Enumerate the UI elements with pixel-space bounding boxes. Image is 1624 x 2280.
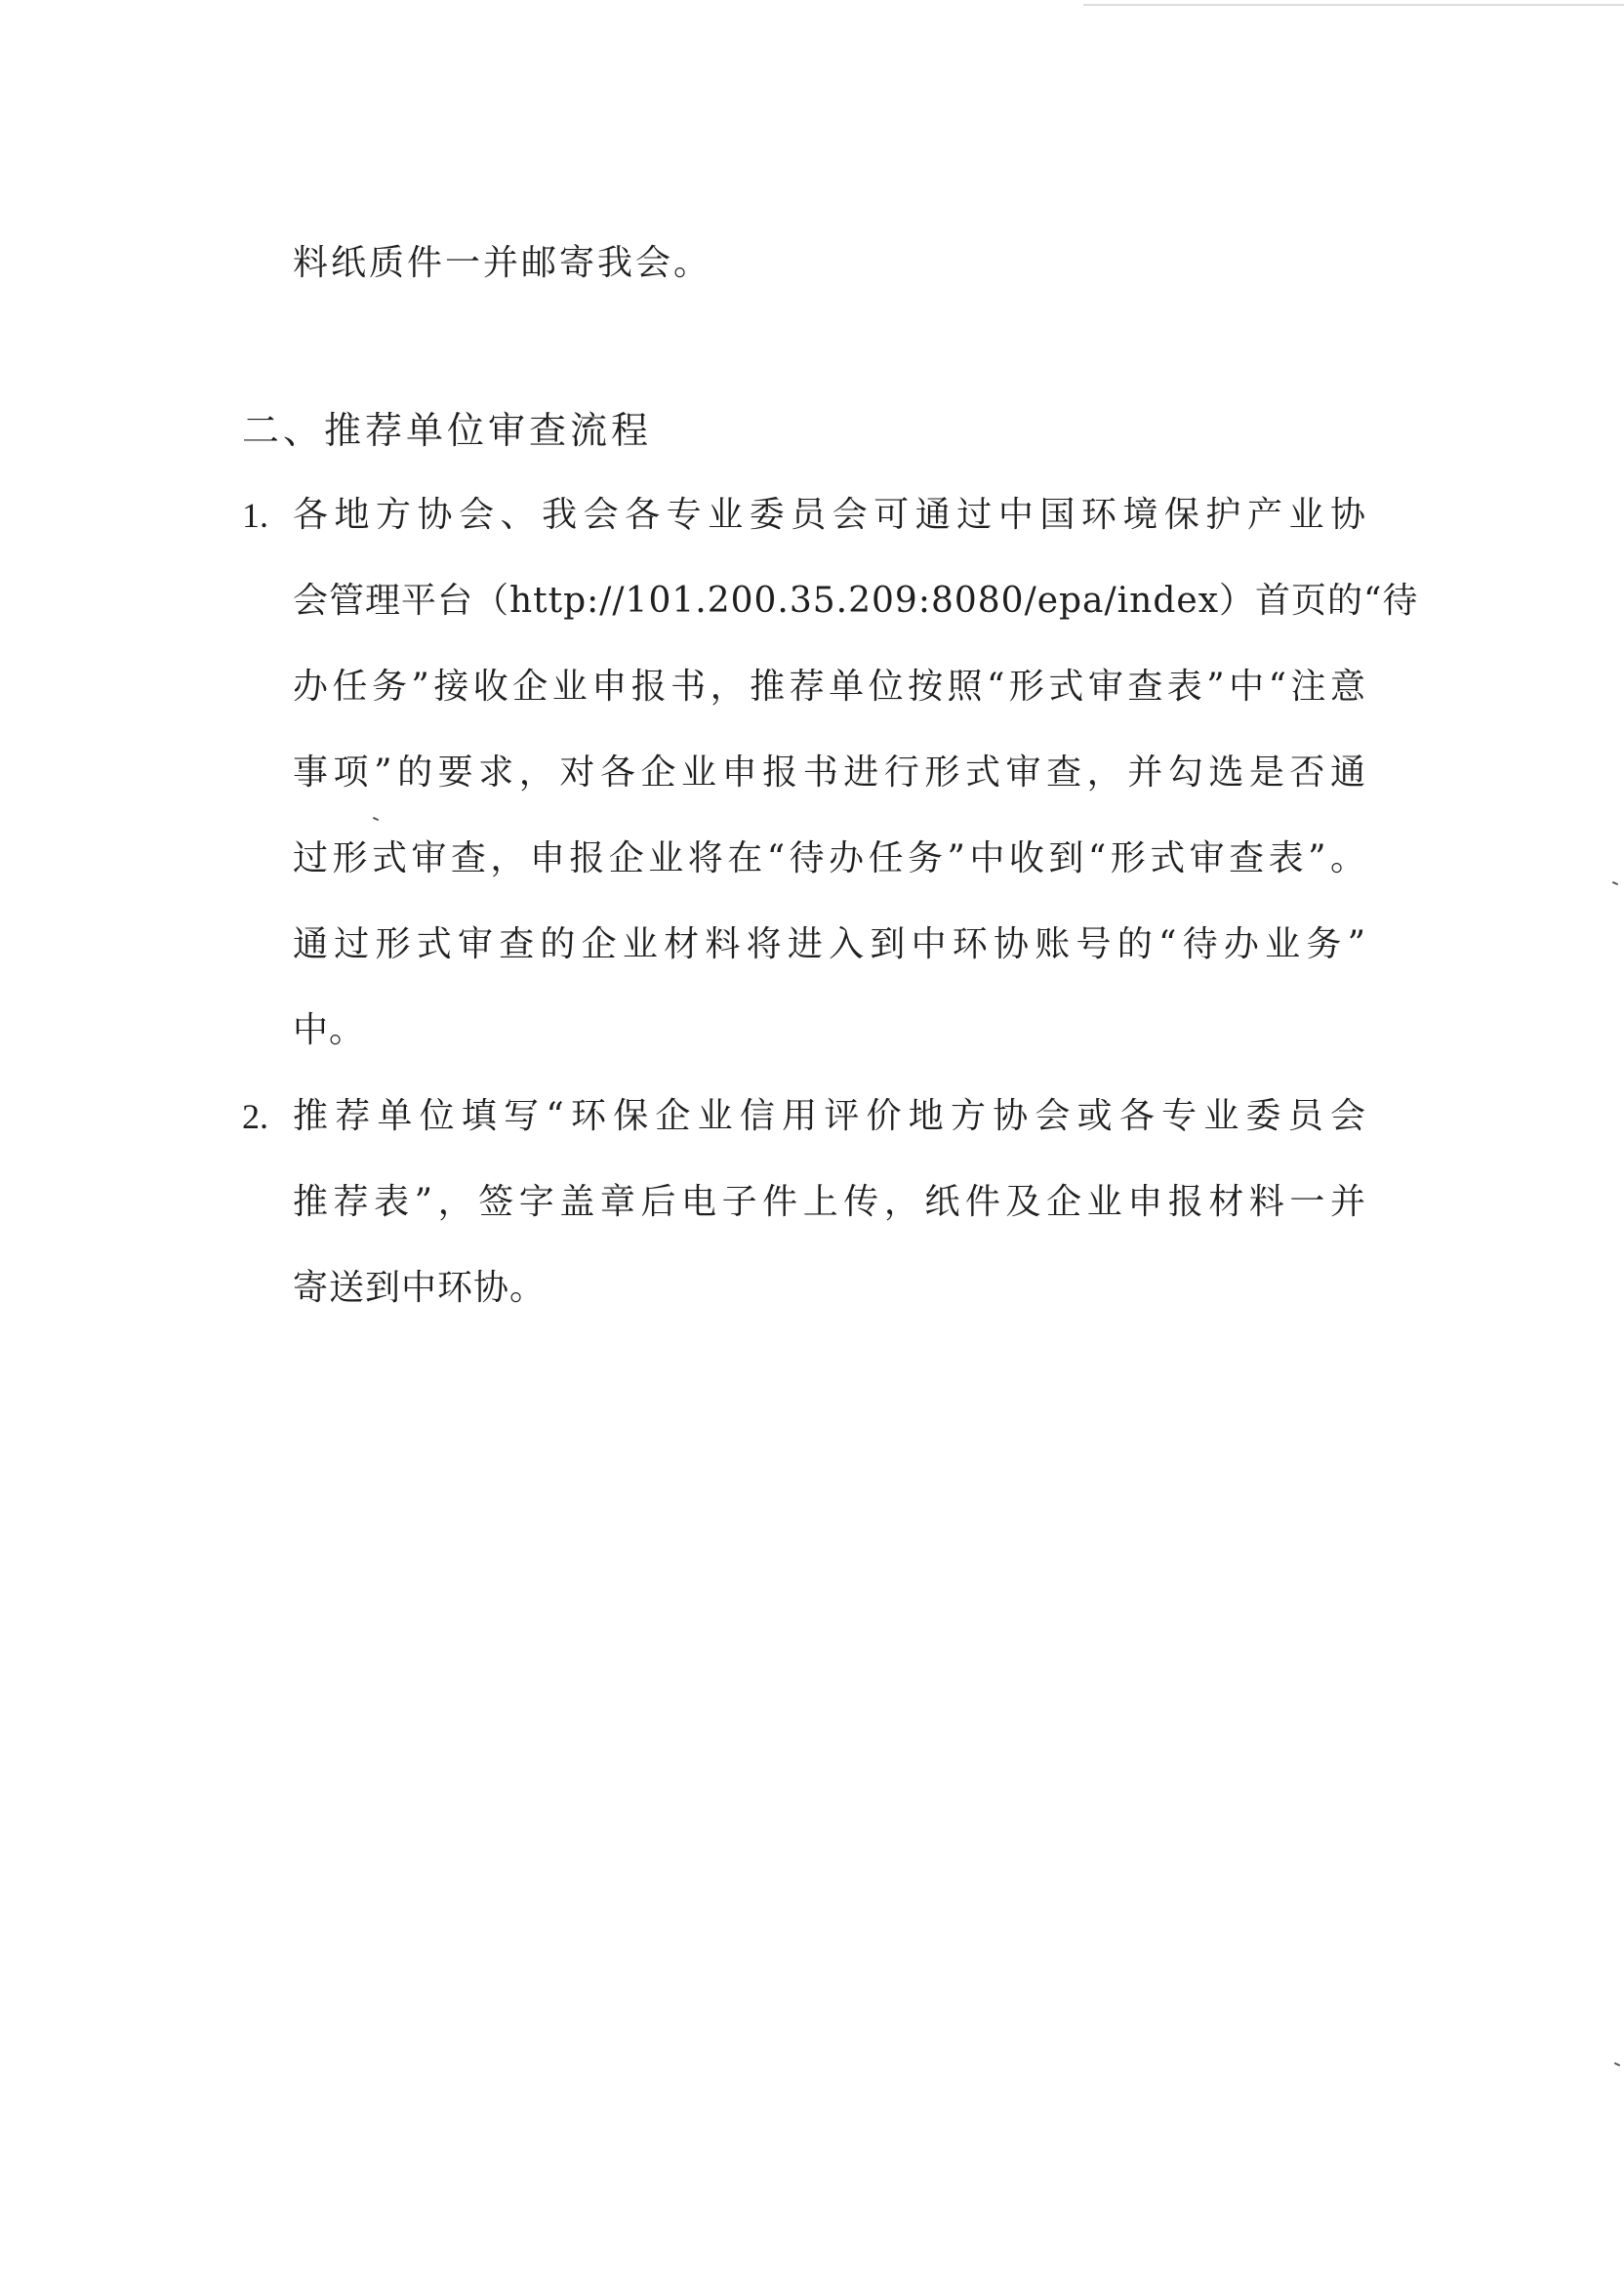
item-line: 办任务”接收企业申报书，推荐单位按照“形式审查表”中“注意 <box>293 667 1366 707</box>
item-line: 事项”的要求，对各企业申报书进行形式审查，并勾选是否通 <box>293 753 1366 793</box>
item-number: 1. <box>242 496 268 535</box>
item-line: 通过形式审查的企业材料将进入到中环协账号的“待办业务” <box>293 924 1366 964</box>
item-line: 各地方协会、我会各专业委员会可通过中国环境保护产业协 <box>293 495 1366 535</box>
section-heading: 二、推荐单位审查流程 <box>242 409 653 452</box>
item-line: 寄送到中环协。 <box>293 1268 547 1308</box>
item-line: 推荐单位填写“环保企业信用评价地方协会或各专业委员会 <box>293 1096 1366 1136</box>
item-line: 中。 <box>293 1010 366 1050</box>
item-line: 会管理平台（http://101.200.35.209:8080/epa/index）首页的“待 <box>293 581 1419 621</box>
intro-line: 料纸质件一并邮寄我会。 <box>293 243 712 283</box>
item-line: 过形式审查，申报企业将在“待办任务”中收到“形式审查表”。 <box>293 838 1366 878</box>
item-number: 2. <box>242 1097 268 1136</box>
item-line: 推荐表”，签字盖章后电子件上传，纸件及企业申报材料一并 <box>293 1182 1366 1222</box>
